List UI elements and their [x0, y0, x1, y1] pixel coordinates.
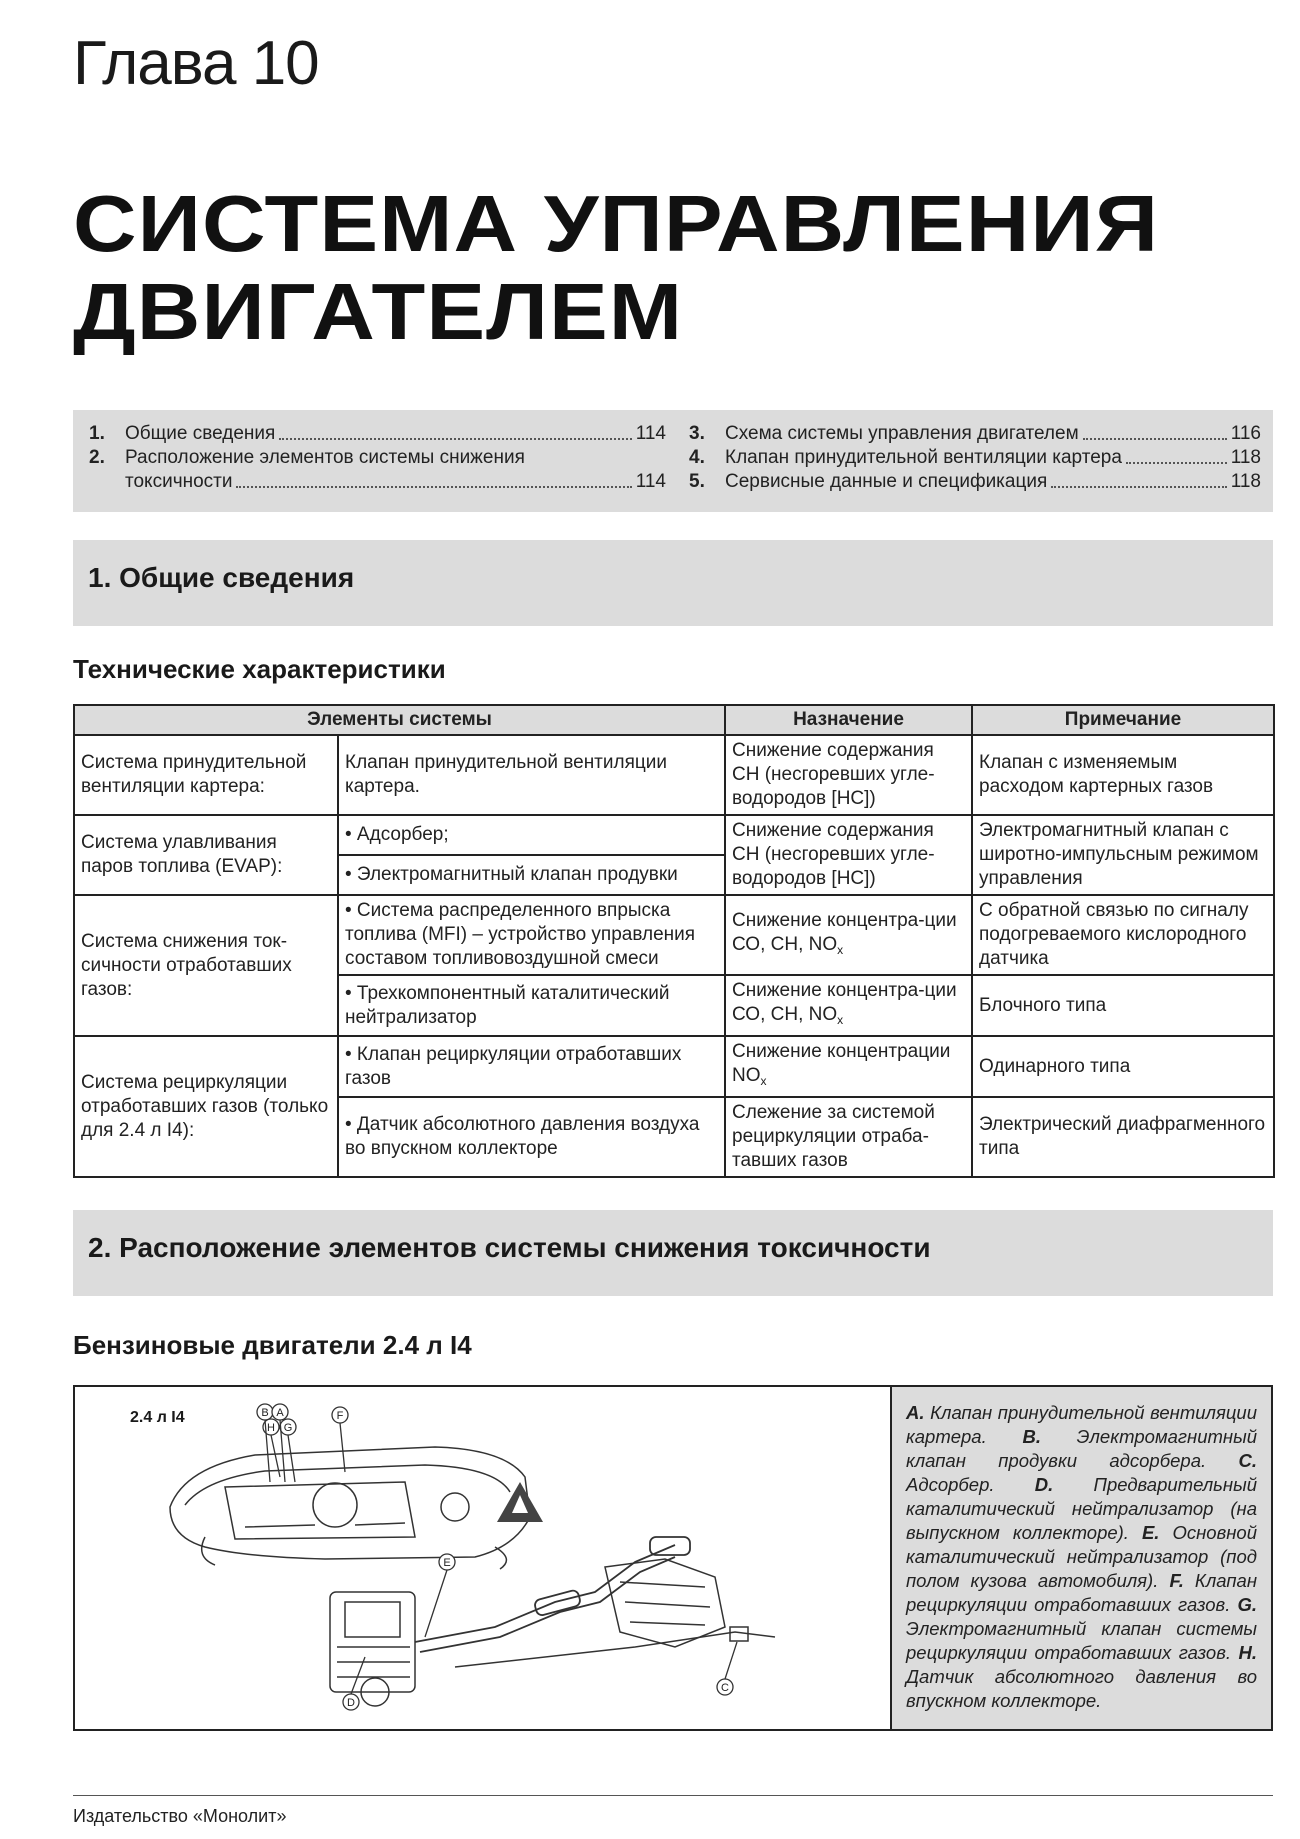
toc-page: 114	[635, 423, 666, 444]
emission-figure	[73, 1385, 1273, 1731]
section-1-bar	[73, 540, 1273, 626]
cell-system: Система рециркуляции отработавших газов (только для 2.4 л I4):	[74, 1036, 338, 1177]
cell-system: Система снижения ток-сичности отработавших газов:	[74, 895, 338, 1036]
callout-b: B	[261, 1407, 269, 1419]
col-header-purpose: Назначение	[725, 705, 972, 735]
toc-number: 3.	[689, 423, 705, 444]
toc-page: 114	[635, 471, 666, 492]
toc-text: токсичности	[125, 471, 233, 492]
toc-item[interactable]	[689, 470, 1261, 494]
cell-note: Электромагнитный клапан с широтно-импульсным режимом управления	[972, 815, 1274, 895]
cell-purpose: Снижение содержания СН (несгоревших угле-водородов [НС])	[725, 735, 972, 815]
specs-table	[73, 704, 1275, 1178]
footer-divider	[73, 1795, 1273, 1796]
callout-h: H	[267, 1422, 275, 1434]
cell-purpose	[725, 975, 972, 1036]
caption-text: Клапан принудительной вентиляции картера.	[906, 1402, 1257, 1447]
toc-column-left	[89, 422, 666, 494]
engines-heading: Бензиновые двигатели 2.4 л I4	[73, 1330, 472, 1360]
cell-element: • Трехкомпонентный каталитический нейтрализатор	[338, 975, 725, 1036]
toc-text: Схема системы управления двигателем	[725, 423, 1079, 444]
section-2-bar	[73, 1210, 1273, 1296]
toc-item[interactable]	[89, 422, 666, 446]
toc-text: Сервисные данные и спецификация	[725, 471, 1048, 492]
caption-text: Электромагнитный клапан продувки адсорбера.	[906, 1426, 1258, 1471]
callout-a: A	[276, 1407, 284, 1419]
caption-text: Клапан рециркуляции отработавших газов.	[906, 1570, 1257, 1615]
cell-system: Система улавливания паров топлива (EVAP):	[74, 815, 338, 895]
table-row	[74, 1036, 1274, 1097]
cell-element: • Электромагнитный клапан продувки	[338, 855, 725, 895]
caption-text: Датчик абсолютного давления во впускном коллекторе.	[906, 1666, 1257, 1711]
table-row	[74, 895, 1274, 975]
cell-system: Система принудительной вентиляции картера:	[74, 735, 338, 815]
toc-number: 1.	[89, 423, 105, 444]
purpose-text: Снижение концентрации NO	[732, 1041, 951, 1086]
figure-label: 2.4 л I4	[130, 1409, 185, 1426]
toc-text: Клапан принудительной вентиляции картера	[725, 447, 1122, 468]
subscript-x: x	[837, 942, 844, 957]
toc-page: 116	[1230, 423, 1261, 444]
table-header-row	[74, 705, 1274, 735]
cell-note: Электрический диафрагменного типа	[972, 1097, 1274, 1177]
cell-purpose: Снижение содержания СН (несгоревших угле-водородов [НС])	[725, 815, 972, 895]
publisher-footer: Издательство «Монолит»	[73, 1806, 287, 1826]
toc-column-right	[689, 422, 1261, 494]
callout-markers	[257, 1404, 737, 1710]
caption-key: D.	[1034, 1474, 1054, 1495]
car-front-outline	[170, 1447, 530, 1569]
callout-e: E	[443, 1557, 451, 1569]
title-line-2: ДВИГАТЕЛЕМ	[73, 267, 684, 356]
caption-key: A.	[906, 1402, 925, 1423]
cell-element: • Система распределенного впрыска топлива (MFI) – устройство управления составом топливовоздушной смеси	[338, 895, 725, 975]
callout-c: C	[721, 1682, 729, 1694]
toc-leader	[279, 438, 631, 440]
toc-item[interactable]	[89, 470, 666, 494]
cell-note: С обратной связью по сигналу подогреваемого кислородного датчика	[972, 895, 1274, 975]
toc-item[interactable]	[689, 446, 1261, 470]
caption-text: Основной каталитический нейтрализатор (под полом кузова автомобиля).	[906, 1522, 1257, 1591]
engine-block	[330, 1592, 415, 1706]
callout-f: F	[336, 1410, 344, 1422]
col-header-note: Примечание	[972, 705, 1274, 735]
cell-note: Блочного типа	[972, 975, 1274, 1036]
table-row	[74, 735, 1274, 815]
cell-element: • Датчик абсолютного давления воздуха во впускном коллекторе	[338, 1097, 725, 1177]
col-header-elements: Элементы системы	[74, 705, 725, 735]
toc-number: 2.	[89, 447, 105, 468]
toc-item[interactable]	[89, 446, 666, 470]
title-line-1: СИСТЕМА УПРАВЛЕНИЯ	[73, 179, 1160, 268]
toc-text: Расположение элементов системы снижения	[125, 447, 525, 468]
caption-text: Электромагнитный клапан системы рециркуляции отработавших газов.	[906, 1618, 1257, 1663]
caption-text: Адсорбер.	[906, 1474, 1035, 1495]
cell-note: Клапан с изменяемым расходом картерных газов	[972, 735, 1274, 815]
caption-key: E.	[1141, 1522, 1160, 1543]
table-row	[74, 815, 1274, 855]
toc-page: 118	[1230, 447, 1261, 468]
toc-page: 118	[1230, 471, 1261, 492]
fuel-tank	[455, 1559, 775, 1667]
chapter-heading: Глава 10	[73, 29, 319, 98]
warning-symbol	[497, 1482, 543, 1522]
toc-leader	[1126, 462, 1227, 464]
cell-element: • Клапан рециркуляции отработавших газов	[338, 1036, 725, 1097]
callout-g: G	[283, 1422, 293, 1434]
exhaust-pipe	[415, 1537, 690, 1652]
subscript-x: x	[760, 1074, 767, 1088]
callout-d: D	[347, 1697, 355, 1709]
caption-key: H.	[1238, 1642, 1257, 1663]
section-2-title: 2. Расположение элементов системы снижения токсичности	[88, 1232, 931, 1263]
caption-key: C.	[1238, 1450, 1257, 1471]
toc-leader	[236, 486, 631, 488]
caption-key: G.	[1237, 1594, 1257, 1615]
cell-purpose	[725, 1036, 972, 1097]
toc-text: Общие сведения	[125, 423, 276, 444]
caption-key: B.	[1022, 1426, 1041, 1447]
toc-item[interactable]	[689, 422, 1261, 446]
caption-key: F.	[1169, 1570, 1184, 1591]
purpose-text: Снижение концентра-ции СО, СН, NO	[732, 909, 957, 955]
caption-text: Предварительный каталитический нейтрализатор (на выпускном коллекторе).	[906, 1474, 1257, 1543]
figure-drawing	[75, 1387, 890, 1729]
section-1-title: 1. Общие сведения	[88, 562, 355, 593]
purpose-text: Снижение концентра-ции СО, СН, NO	[732, 980, 957, 1025]
toc-leader	[1051, 486, 1226, 488]
cell-purpose: Слежение за системой рециркуляции отраба-тавших газов	[725, 1097, 972, 1177]
engine-diagram	[75, 1387, 890, 1729]
cell-element: Клапан принудительной вентиляции картера.	[338, 735, 725, 815]
cell-note: Одинарного типа	[972, 1036, 1274, 1097]
table-of-contents	[73, 410, 1273, 512]
figure-caption	[890, 1387, 1271, 1729]
page-title	[73, 180, 1300, 356]
cell-purpose	[725, 895, 972, 975]
toc-number: 4.	[689, 447, 705, 468]
subscript-x: x	[837, 1013, 844, 1027]
toc-leader	[1083, 438, 1227, 440]
cell-element: • Адсорбер;	[338, 815, 725, 855]
toc-number: 5.	[689, 471, 705, 492]
specs-heading: Технические характеристики	[73, 654, 446, 684]
